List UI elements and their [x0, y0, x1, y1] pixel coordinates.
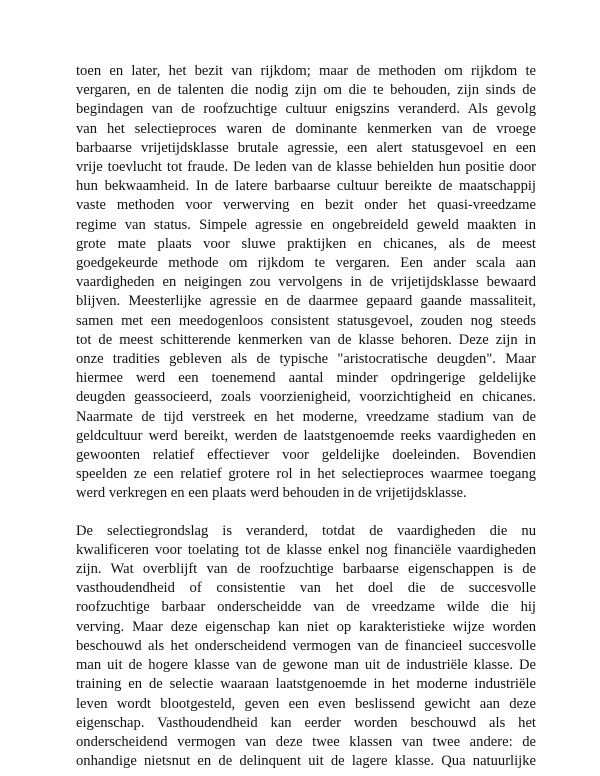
- text-line: leven wordt blootgesteld, geven een even beslissend gewicht aan deze: [76, 695, 536, 712]
- text-line: training en de selectie waaraan laatstgenoemde in het moderne industriële: [76, 676, 536, 693]
- text-line: hiermee werd een toenemend aantal minder opdringerige geldelijke: [76, 370, 536, 387]
- text-line: vergaren, en de talenten die nodig zijn om die te behouden, zijn sinds de: [76, 82, 536, 99]
- text-line: onze tradities gebleven als de typische "aristocratische deugden". Maar: [76, 351, 536, 368]
- text-line: man uit de hogere klasse van de gewone man uit de industriële klasse. De: [76, 657, 536, 674]
- text-line: begindagen van de roofzuchtige cultuur enigszins veranderd. Als gevolg: [76, 101, 536, 118]
- text-line: samen met een meedogenloos consistent statusgevoel, zouden nog steeds: [76, 312, 536, 329]
- text-line: gewoonten relatief effectiever voor geldelijke doeleinden. Bovendien: [76, 447, 536, 464]
- text-line: vrije toevlucht tot fraude. De leden van de klasse behielden hun positie door: [76, 159, 536, 176]
- text-line: speelden ze een relatief grotere rol in het selectieproces waarmee toegang: [76, 466, 536, 483]
- text-line: tot de meest schitterende kenmerken van de klasse behoren. Deze zijn in: [76, 331, 536, 348]
- text-line: onhandige nietsnut en de delinquent uit de lagere klasse. Qua natuurlijke: [76, 753, 536, 770]
- text-line: regime van status. Simpele agressie en ongebreideld geweld maakten in: [76, 216, 536, 233]
- text-line: van het selectieproces waren de dominante kenmerken van de vroege: [76, 120, 536, 137]
- text-line: onderscheidend vermogen van deze twee klassen van twee andere: de: [76, 733, 536, 750]
- text-line: vaste methoden voor verwerving en bezit onder het quasi-vreedzame: [76, 197, 536, 214]
- text-line: eigenschap. Vasthoudendheid kan eerder worden beschouwd als het: [76, 714, 536, 731]
- text-line: grote mate plaats voor sluwe praktijken en chicanes, als de meest: [76, 235, 536, 252]
- text-line: toen en later, het bezit van rijkdom; maar de methoden om rijkdom te: [76, 63, 536, 79]
- text-line: goedgekeurde methode om rijkdom te vergaren. Een ander scala aan: [76, 255, 536, 272]
- text-line: beschouwd als het onderscheidend vermogen van de financieel succesvolle: [76, 637, 536, 654]
- text-line: De selectiegrondslag is veranderd, totdat de vaardigheden die nu: [76, 522, 536, 539]
- text-line: werd verkregen en een plaats werd behouden in de vrijetijdsklasse.: [76, 485, 467, 502]
- document-page: [76, 62, 536, 771]
- text-line: Naarmate de tijd verstreek en het moderne, vreedzame stadium van de: [76, 408, 536, 425]
- text-line: blijven. Meesterlijke agressie en de daarmee gepaard gaande massaliteit,: [76, 293, 536, 310]
- text-line: verving. Maar deze eigenschap kan niet op karakteristieke wijze worden: [76, 618, 536, 635]
- text-line: vasthoudendheid of consistentie van het doel die de succesvolle: [76, 580, 536, 597]
- text-line: kwalificeren voor toelating tot de klasse enkel nog financiële vaardigheden: [76, 541, 536, 558]
- text-line: geldcultuur werd bereikt, werden de laatstgenoemde reeks vaardigheden en: [76, 427, 536, 444]
- text-line: barbaarse vrijetijdsklasse brutale agressie, een alert statusgevoel en een: [76, 139, 536, 156]
- text-line: hun bekwaamheid. In de latere barbaarse cultuur bereikte de maatschappij: [76, 178, 536, 195]
- paragraph: [76, 62, 536, 504]
- text-line: roofzuchtige barbaar onderscheidde van de vreedzame wilde die hij: [76, 599, 536, 616]
- text-line: vaardigheden en neigingen zou vervolgens in de vrijetijdsklasse bewaard: [76, 274, 536, 291]
- text-line: deugden geassocieerd, zoals voorzienigheid, voorzichtigheid en chicanes.: [76, 389, 536, 406]
- text-line: zijn. Wat overblijft van de roofzuchtige barbaarse eigenschappen is de: [76, 561, 536, 578]
- paragraph: [76, 522, 536, 772]
